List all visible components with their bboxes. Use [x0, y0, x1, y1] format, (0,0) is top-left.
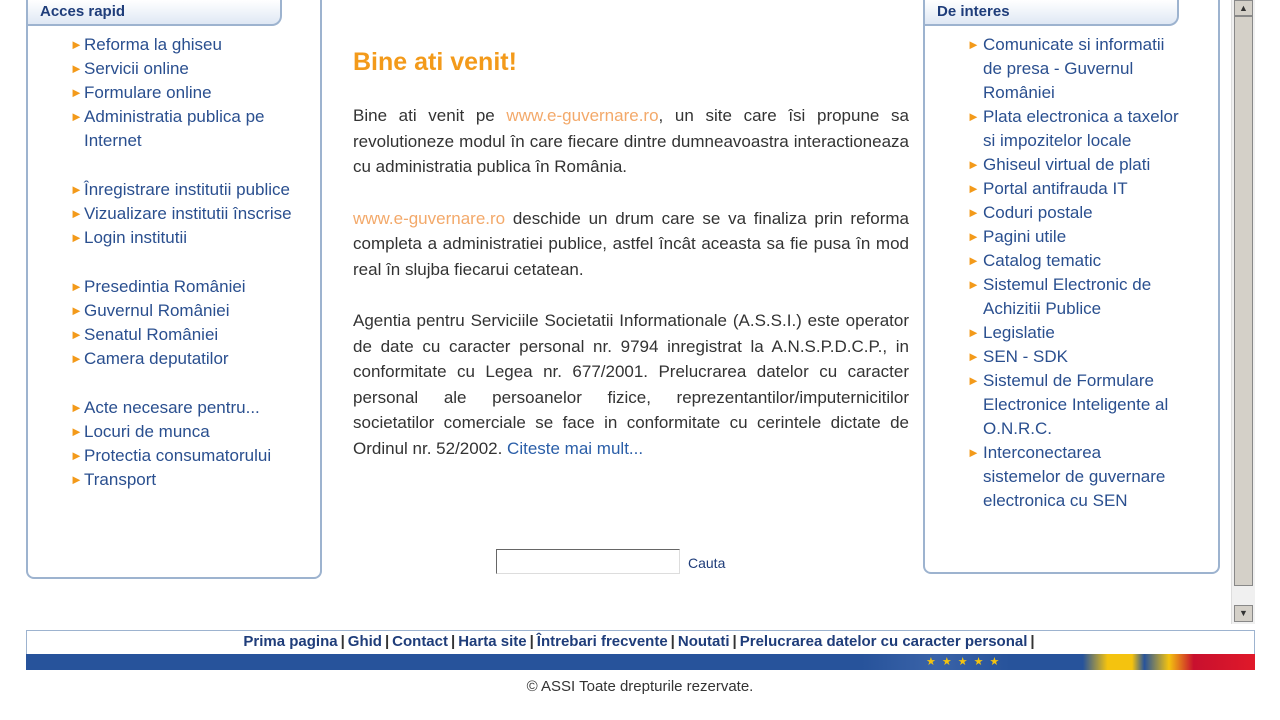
bullet-icon: ► — [70, 85, 83, 100]
footer-nav — [26, 630, 1255, 654]
link-label: Portal antifrauda IT — [983, 179, 1128, 198]
link-label: Vizualizare institutii înscrise — [84, 204, 292, 223]
bullet-icon: ► — [70, 303, 83, 318]
link-locuri-de-munca[interactable] — [28, 420, 320, 444]
link-plata-electronica[interactable] — [925, 105, 1218, 153]
bullet-icon: ► — [70, 279, 83, 294]
bullet-icon: ► — [967, 253, 980, 268]
bullet-icon: ► — [70, 327, 83, 342]
link-seap[interactable] — [925, 273, 1218, 321]
footer-link-prelucrarea-datelor[interactable]: Prelucrarea datelor cu caracter personal — [739, 633, 1028, 650]
de-interes-list — [925, 33, 1218, 513]
footer-separator: | — [732, 633, 737, 650]
link-label: Catalog tematic — [983, 251, 1102, 270]
read-more-link[interactable]: Citeste mai mult... — [507, 438, 644, 458]
footer-separator: | — [529, 633, 534, 650]
bullet-icon: ► — [967, 229, 980, 244]
link-label: Înregistrare institutii publice — [84, 180, 290, 199]
link-label: Sistemul Electronic de Achizitii Publice — [983, 275, 1152, 318]
list-spacer — [28, 371, 320, 396]
link-label: Presedintia României — [84, 277, 246, 296]
list-spacer — [28, 153, 320, 178]
reform-paragraph — [353, 206, 909, 283]
link-catalog-tematic[interactable] — [925, 249, 1218, 273]
link-coduri-postale[interactable] — [925, 201, 1218, 225]
bullet-icon: ► — [70, 109, 83, 124]
search-button[interactable]: Cauta — [688, 555, 726, 571]
link-formulare-online[interactable] — [28, 81, 320, 105]
bullet-icon: ► — [70, 424, 83, 439]
bullet-icon: ► — [967, 37, 980, 52]
list-spacer — [28, 250, 320, 275]
bullet-icon: ► — [70, 37, 83, 52]
site-link[interactable]: www.e-guvernare.ro — [353, 208, 506, 228]
intro-text-end: , un site care îsi propune sa revolutioneze modul în care fiecare dintre dumneavoastra interactioneaza cu administratia publica în România. — [353, 106, 909, 176]
link-label: Interconectarea sistemelor de guvernare electronica cu SEN — [983, 443, 1166, 510]
link-label: Login institutii — [84, 228, 188, 247]
link-camera-deputatilor[interactable] — [28, 347, 320, 371]
link-label: Formulare online — [84, 83, 212, 102]
intro-paragraph — [353, 103, 909, 180]
link-servicii-online[interactable] — [28, 57, 320, 81]
bullet-icon: ► — [70, 182, 83, 197]
footer-link-ghid[interactable]: Ghid — [347, 633, 382, 650]
footer-link-prima-pagina[interactable]: Prima pagina — [243, 633, 338, 650]
acces-rapid-panel — [26, 0, 322, 579]
link-protectia-consumatorului[interactable] — [28, 444, 320, 468]
eu-stars-icon: ★★★★★ — [926, 656, 1006, 668]
link-presedintia-romaniei[interactable] — [28, 275, 320, 299]
footer-separator: | — [451, 633, 456, 650]
link-label: Locuri de munca — [84, 422, 210, 441]
link-administratia-publica[interactable] — [28, 105, 320, 153]
bullet-icon: ► — [967, 277, 980, 292]
vertical-scrollbar[interactable] — [1231, 0, 1255, 624]
bullet-icon: ► — [70, 472, 83, 487]
link-inregistrare-institutii[interactable] — [28, 178, 320, 202]
footer-separator: | — [384, 633, 390, 650]
link-label: Comunicate si informatii de presa - Guvernul României — [983, 35, 1165, 102]
de-interes-title: De interes — [923, 0, 1179, 26]
link-transport[interactable] — [28, 468, 320, 492]
site-link[interactable]: www.e-guvernare.ro — [506, 106, 659, 125]
link-label: Senatul României — [84, 325, 219, 344]
link-label: Administratia publica pe Internet — [84, 107, 265, 150]
scroll-down-arrow-icon[interactable]: ▼ — [1234, 605, 1253, 622]
privacy-paragraph — [353, 308, 909, 461]
bullet-icon: ► — [70, 206, 83, 221]
link-label: Sistemul de Formulare Electronice Inteligente al O.N.R.C. — [983, 371, 1169, 438]
link-label: Legislatie — [983, 323, 1055, 342]
link-label: Guvernul României — [84, 301, 230, 320]
bullet-icon: ► — [967, 445, 980, 460]
footer-link-harta-site[interactable]: Harta site — [458, 633, 527, 650]
page-title: Bine ati venit! — [353, 48, 517, 76]
scroll-up-arrow-icon[interactable]: ▲ — [1234, 0, 1253, 16]
link-label: Servicii online — [84, 59, 189, 78]
link-senatul-romaniei[interactable] — [28, 323, 320, 347]
bullet-icon: ► — [967, 157, 980, 172]
footer-link-intrebari-frecvente[interactable]: Întrebari frecvente — [536, 633, 668, 650]
acces-rapid-title: Acces rapid — [26, 0, 282, 26]
privacy-text: Agentia pentru Serviciile Societatii Informationale (A.S.S.I.) este operator de date cu caracter personal nr. 9794 inregistrat la A.N.S.P.D.C.P., in conformitate cu Legea nr. 677/2001. Prelucrarea datelor cu caracter personal ale persoanelor fizice, reprezentantilor/imputernicitilor societatilor comerciale se face in conformitate cu cerintele dictate de Ordinul nr. 52/2002. — [353, 311, 909, 458]
link-comunicate-presa[interactable] — [925, 33, 1218, 105]
link-formulare-onrc[interactable] — [925, 369, 1218, 441]
link-label: Transport — [84, 470, 157, 489]
search-input[interactable] — [496, 549, 680, 574]
link-acte-necesare[interactable] — [28, 396, 320, 420]
link-portal-antifrauda[interactable] — [925, 177, 1218, 201]
bullet-icon: ► — [967, 109, 980, 124]
link-label: Protectia consumatorului — [84, 446, 272, 465]
acces-rapid-list — [28, 33, 320, 492]
footer-separator: | — [1030, 633, 1035, 650]
bullet-icon: ► — [967, 205, 980, 220]
link-label: Pagini utile — [983, 227, 1067, 246]
eu-romania-flag-bar — [26, 654, 1255, 670]
bullet-icon: ► — [70, 400, 83, 415]
scroll-thumb[interactable] — [1234, 16, 1253, 586]
footer-separator: | — [340, 633, 345, 650]
link-legislatie[interactable] — [925, 321, 1218, 345]
link-label: Reforma la ghiseu — [84, 35, 222, 54]
bullet-icon: ► — [70, 61, 83, 76]
link-guvernul-romaniei[interactable] — [28, 299, 320, 323]
bullet-icon: ► — [967, 373, 980, 388]
link-vizualizare-institutii[interactable] — [28, 202, 320, 226]
link-reforma-la-ghiseu[interactable] — [28, 33, 320, 57]
bullet-icon: ► — [70, 351, 83, 366]
footer-link-contact[interactable]: Contact — [392, 633, 448, 650]
footer-link-noutati[interactable]: Noutati — [677, 633, 730, 650]
intro-text-start: Bine ati venit pe — [353, 106, 507, 125]
footer-separator: | — [670, 633, 675, 650]
de-interes-panel — [923, 0, 1220, 574]
bullet-icon: ► — [967, 181, 980, 196]
link-label: Camera deputatilor — [84, 349, 229, 368]
link-label: Coduri postale — [983, 203, 1093, 222]
link-label: Acte necesare pentru... — [84, 398, 260, 417]
link-label: SEN - SDK — [983, 347, 1069, 366]
link-login-institutii[interactable] — [28, 226, 320, 250]
bullet-icon: ► — [967, 325, 980, 340]
bullet-icon: ► — [70, 230, 83, 245]
bullet-icon: ► — [70, 448, 83, 463]
link-label: Plata electronica a taxelor si impozitelor locale — [983, 107, 1179, 150]
link-sen-sdk[interactable] — [925, 345, 1218, 369]
copyright-text: © ASSI Toate drepturile rezervate. — [526, 678, 754, 695]
bullet-icon: ► — [967, 349, 980, 364]
link-label: Ghiseul virtual de plati — [983, 155, 1151, 174]
link-interconectarea-sen[interactable] — [925, 441, 1218, 513]
link-ghiseul-virtual[interactable] — [925, 153, 1218, 177]
link-pagini-utile[interactable] — [925, 225, 1218, 249]
main-content — [353, 48, 909, 487]
reform-text: deschide un drum care se va finaliza prin reforma completa a administratiei publice, astfel încât aceasta sa fie pusa în mod real în slujba fiecarui cetatean. — [353, 208, 909, 279]
